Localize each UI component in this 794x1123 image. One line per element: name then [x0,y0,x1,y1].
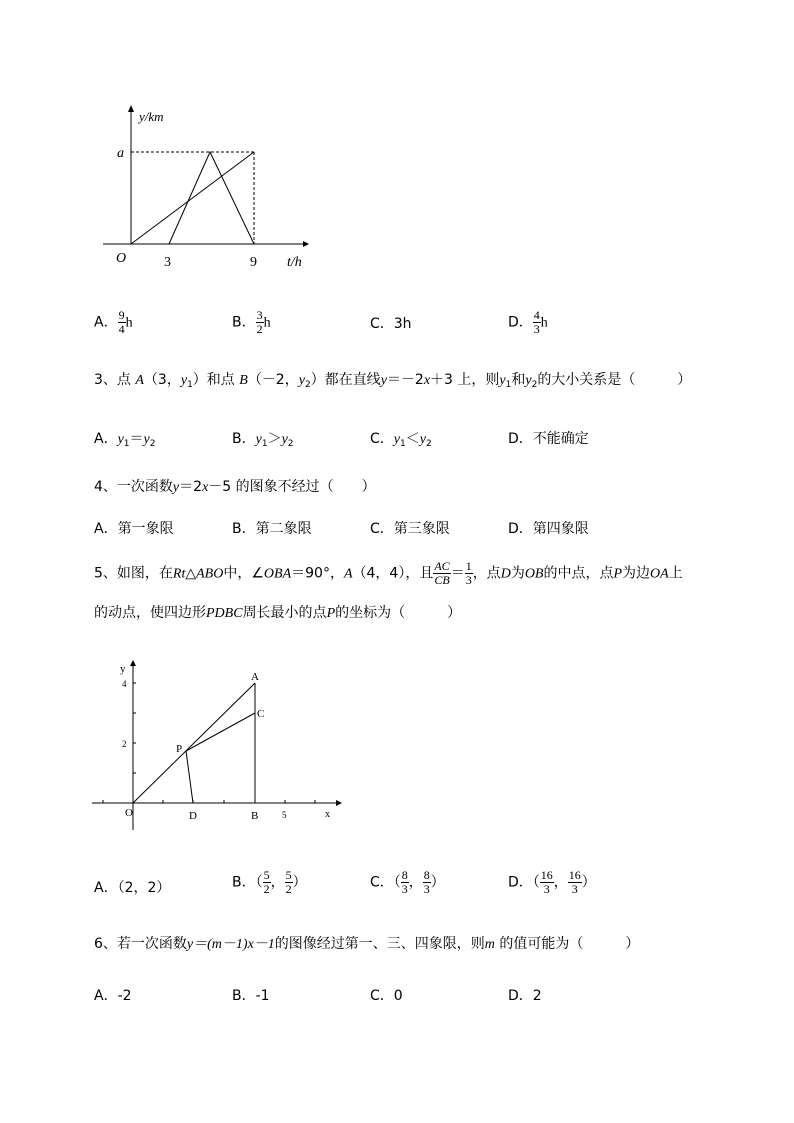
q2-option-c[interactable] [370,313,412,333]
origin: O [125,807,133,819]
line-second-traveler [169,152,254,244]
y-label: y [120,663,126,675]
fraction: $\frac{3}{2}$ [256,308,263,336]
y-axis-arrow [130,660,136,666]
tick-4: 4 [122,679,127,689]
q2-option-a[interactable] [94,309,133,336]
label-d: D [189,810,197,822]
distance-time-graph [100,100,320,280]
q3-option-a[interactable]: A．$y_1=y_2$ [94,431,156,449]
x-axis-arrow [336,800,342,806]
option-label: A． [94,314,118,331]
option-text: C．3h [370,316,412,332]
question-5-line-2: 的动点，使四边形PDBC周长最小的点P的坐标为（ ） [94,605,462,621]
question-3: 3、点 A（3，$y_1$）和点 B（－2，$y_2$）都在直线y＝－2x＋3 上，则$y_1$和$y_2$的大小关系是（ ） [94,372,692,390]
origin-label: O [116,251,127,266]
question-5-line-1: 5、如图，在Rt△ABO中，∠OBA＝90°，A（4，4），且 $\frac{AC}{CB}$ ＝ $\frac{1}{3}$ ，点D为OB的中点，点P为边OA上 [94,559,683,587]
y-mark-a: a [117,146,124,161]
x-tick-3: 3 [164,255,171,270]
q3-option-d[interactable]: D．不能确定 [508,431,589,447]
unit: h [540,315,548,331]
segment-pc [186,713,255,751]
y-axis-arrow [128,105,134,112]
unit: h [125,315,133,331]
tick-2: 2 [122,739,127,749]
q6-option-c[interactable]: C．0 [370,988,403,1004]
fraction: $\frac{9}{4}$ [118,308,125,336]
question-6: 6、若一次函数y＝(m－1)x－1的图像经过第一、三、四象限，则m 的值可能为（ ） [94,936,640,952]
x-label: x [325,809,330,820]
coordinate-figure [88,655,348,830]
unit: h [263,315,271,331]
q6-option-a[interactable]: A．-2 [94,988,132,1004]
label-p: P [176,743,183,755]
x-axis-label: t/h [287,255,302,270]
q2-option-d[interactable] [508,309,548,336]
q4-option-a[interactable]: A．第一象限 [94,521,174,537]
q5-option-a[interactable]: A．（2，2） [94,880,171,896]
x-axis-arrow [303,241,309,247]
q4-option-c[interactable]: C．第三象限 [370,521,450,537]
segment-pd [186,751,193,803]
label-c: C [257,708,265,720]
option-label: B． [232,314,256,331]
label-a: A [251,671,259,683]
q6-option-b[interactable]: B．-1 [232,988,270,1004]
question-4: 4、一次函数y＝2x－5 的图象不经过（ ） [94,479,376,495]
q5-option-c[interactable]: C．（ $\frac{8}{3}$ ， $\frac{8}{3}$ ） [370,868,445,896]
q4-option-b[interactable]: B．第二象限 [232,521,312,537]
y-axis-label: y/km [139,109,164,124]
q3-option-b[interactable]: B．$y_1>y_2$ [232,431,294,449]
option-label: D． [508,314,533,331]
tick-5: 5 [282,810,287,820]
q3-option-c[interactable]: C．$y_1<y_2$ [370,431,432,449]
x-tick-9: 9 [250,255,257,270]
fraction: $\frac{4}{3}$ [533,308,540,336]
segment-oa [133,683,255,803]
line-first-traveler [131,152,254,244]
q5-option-b[interactable]: B．（ $\frac{5}{2}$ ， $\frac{5}{2}$ ） [232,868,307,896]
q4-option-d[interactable]: D．第四象限 [508,521,589,537]
q6-option-d[interactable]: D．2 [508,988,542,1004]
label-b: B [251,810,259,822]
q2-option-b[interactable] [232,309,271,336]
q5-option-d[interactable]: D．（ $\frac{16}{3}$ ， $\frac{16}{3}$ ） [508,868,596,896]
